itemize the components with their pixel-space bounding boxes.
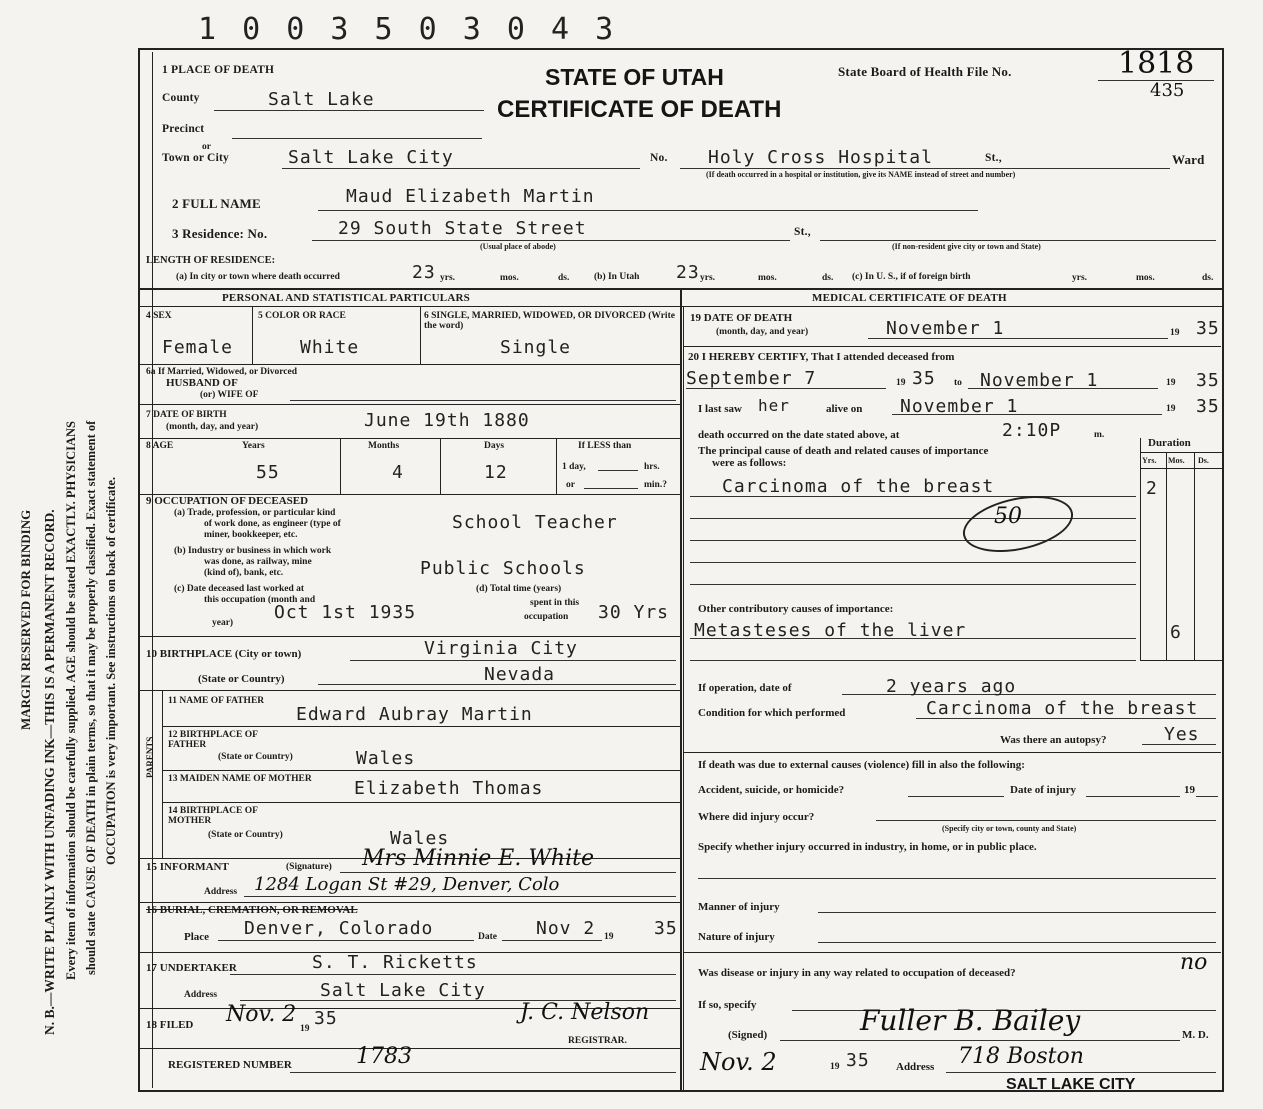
mother-birthplace-value: Wales: [390, 828, 450, 849]
to-label: to: [954, 378, 962, 388]
mother-birthplace-label: 14 BIRTHPLACE OF MOTHER: [168, 806, 258, 826]
length-city-years: 23: [412, 262, 436, 283]
filed-label: 18 FILED: [146, 1019, 194, 1031]
occupation-b-2: was done, as railway, mine: [204, 557, 312, 567]
last-saw-year-prefix: 19: [1166, 404, 1176, 414]
marital-label: 6 SINGLE, MARRIED, WIDOWED, OR DIVORCED (Write the word): [424, 311, 675, 331]
physician-address: 718 Boston: [958, 1044, 1084, 1069]
residence-street-label: St.,: [794, 226, 811, 238]
hrs-label: hrs.: [644, 462, 660, 472]
margin-instructions-3: OCCUPATION is very important. See instructions on back of certificate.: [104, 476, 118, 865]
yrs-label-3: yrs.: [1072, 273, 1088, 283]
county-value: Salt Lake: [268, 89, 375, 110]
other-duration-months: 6: [1170, 622, 1182, 643]
attended-to: November 1: [980, 370, 1099, 391]
length-us-label: (c) In U. S., if of foreign birth: [852, 272, 971, 282]
occupation-d-2: spent in this: [530, 598, 580, 608]
informant-address-label: Address: [204, 887, 238, 897]
mother-label: 13 MAIDEN NAME OF MOTHER: [168, 774, 312, 784]
length-utah-label: (b) In Utah: [594, 272, 640, 282]
duration-ds-col: Ds.: [1198, 456, 1209, 465]
mother-value: Elizabeth Thomas: [354, 778, 544, 799]
dob-label: 7 DATE OF BIRTH: [146, 410, 227, 420]
date-injury-year: 19: [1184, 784, 1195, 796]
ds-label-2: ds.: [822, 273, 834, 283]
or-label: or: [202, 142, 211, 152]
accident-label: Accident, suicide, or homicide?: [698, 784, 845, 796]
attended-to-year-prefix: 19: [1166, 378, 1176, 388]
last-saw-date: November 1: [900, 396, 1019, 417]
where-injury-note: (Specify city or town, county and State): [942, 824, 1077, 833]
date-injury-label: Date of injury: [1010, 784, 1076, 796]
alive-on-label: alive on: [826, 403, 863, 415]
last-worked-value: Oct 1st 1935: [274, 602, 417, 623]
father-label: 11 NAME OF FATHER: [168, 696, 265, 706]
date-of-death-sublabel: (month, day, and year): [716, 327, 809, 337]
operation-value: 2 years ago: [886, 676, 1017, 697]
less-1day-label: 1 day,: [562, 462, 586, 472]
industry-value: Public Schools: [420, 558, 586, 579]
residence-label: 3 Residence: No.: [172, 226, 268, 241]
dod-year-prefix: 19: [1170, 328, 1180, 338]
length-utah-years: 23: [676, 262, 700, 283]
informant-address: 1284 Logan St #29, Denver, Colo: [254, 874, 560, 895]
informant-label: 15 INFORMANT: [146, 861, 229, 873]
margin-instructions-1: Every item of information should be carefully supplied. AGE should be stated EXACTLY. PHYSICIANS: [64, 421, 78, 980]
mos-label-1: mos.: [500, 273, 519, 283]
length-city-label: (a) In city or town where death occurred: [176, 272, 340, 282]
spouse-label-2: HUSBAND OF: [166, 377, 238, 389]
nonresident-note: (If non-resident give city or town and State): [892, 242, 1041, 251]
condition-value: Carcinoma of the breast: [926, 698, 1199, 719]
cause-value: Carcinoma of the breast: [722, 476, 995, 497]
undertaker-value: S. T. Ricketts: [312, 952, 478, 973]
physician-address-label: Address: [896, 1061, 935, 1073]
personal-section-title: PERSONAL AND STATISTICAL PARTICULARS: [222, 292, 470, 304]
yrs-label-2: yrs.: [700, 273, 716, 283]
column-divider: [680, 288, 682, 1092]
filed-year: 35: [314, 1008, 338, 1029]
other-causes-value: Metasteses of the liver: [694, 620, 967, 641]
precinct-label: Precinct: [162, 123, 205, 135]
occupation-d-3: occupation: [524, 612, 569, 622]
min-label: min.?: [644, 480, 667, 490]
county-label: County: [162, 92, 200, 104]
signature-label: (Signature): [286, 862, 332, 872]
occupation-b-1: (b) Industry or business in which work: [174, 546, 332, 556]
parents-label: PARENTS: [145, 736, 155, 778]
color-value: White: [300, 337, 360, 358]
residence-note: (Usual place of abode): [480, 242, 556, 251]
age-years: 55: [256, 462, 280, 483]
margin-binding-text: MARGIN RESERVED FOR BINDING: [18, 509, 33, 730]
m-label: m.: [1094, 430, 1105, 440]
operation-label: If operation, date of: [698, 682, 792, 694]
filed-value: Nov. 2: [226, 1002, 297, 1027]
attended-from: September 7: [686, 368, 817, 389]
signed-date: Nov. 2: [700, 1048, 777, 1076]
undertaker-address: Salt Lake City: [320, 980, 486, 1001]
autopsy-value: Yes: [1164, 724, 1200, 745]
yrs-label-1: yrs.: [440, 273, 456, 283]
hospital-note: (If death occurred in a hospital or institution, give its NAME instead of street and number): [706, 170, 1016, 179]
signed-label: (Signed): [728, 1029, 768, 1041]
months-label: Months: [368, 441, 400, 451]
ward-label: Ward: [1172, 152, 1205, 167]
age-months: 4: [392, 462, 404, 483]
signed-year-prefix: 19: [830, 1062, 840, 1072]
date-of-death-label: 19 DATE OF DEATH: [690, 312, 793, 324]
burial-place-value: Denver, Colorado: [244, 918, 434, 939]
specify-injury-label: Specify whether injury occurred in industry, in home, or in public place.: [698, 841, 1037, 853]
filed-year-prefix: 19: [300, 1024, 310, 1034]
condition-label: Condition for which performed: [698, 707, 846, 719]
town-value: Salt Lake City: [288, 147, 454, 168]
nature-injury-label: Nature of injury: [698, 931, 775, 943]
father-birthplace-value: Wales: [356, 748, 416, 769]
undertaker-address-label: Address: [184, 990, 218, 1000]
full-name-label: 2 FULL NAME: [172, 196, 261, 211]
attended-from-year-prefix: 19: [896, 378, 906, 388]
birthplace-state: Nevada: [484, 664, 556, 685]
time-of-death: 2:10P: [1002, 420, 1062, 441]
attended-to-year: 35: [1196, 370, 1220, 391]
residence-value: 29 South State Street: [338, 218, 587, 239]
if-so-label: If so, specify: [698, 999, 757, 1011]
age-label: 8 AGE: [146, 441, 174, 451]
date-of-death-value: November 1: [886, 318, 1005, 339]
dob-value: June 19th 1880: [364, 410, 530, 431]
burial-date-label: Date: [478, 932, 497, 942]
serial-number: 1 0 0 3 5 0 3 0 4 3: [198, 12, 618, 47]
where-injury-label: Where did injury occur?: [698, 811, 815, 823]
physician-signature: Fuller B. Bailey: [860, 1004, 1081, 1037]
less-than-label: If LESS than: [578, 441, 632, 451]
other-causes-label: Other contributory causes of importance:: [698, 603, 894, 615]
color-label: 5 COLOR OR RACE: [258, 311, 346, 321]
sex-label: 4 SEX: [146, 311, 172, 321]
duration-yrs-col: Yrs.: [1142, 456, 1157, 465]
death-occurred-label: death occurred on the date stated above, at: [698, 429, 900, 441]
registered-number-label: REGISTERED NUMBER: [168, 1059, 292, 1071]
days-label: Days: [484, 441, 505, 451]
father-value: Edward Aubray Martin: [296, 704, 533, 725]
occupation-c-1: (c) Date deceased last worked at: [174, 584, 305, 594]
sex-value: Female: [162, 337, 234, 358]
manner-injury-label: Manner of injury: [698, 901, 780, 913]
margin-permanent-record: N. B.—WRITE PLAINLY WITH UNFADING INK—THIS IS A PERMANENT RECORD.: [42, 509, 57, 1035]
hospital-value: Holy Cross Hospital: [708, 147, 933, 168]
occupation-related-answer: no: [1180, 950, 1208, 975]
spouse-label-1: 6a If Married, Widowed, or Divorced: [146, 367, 298, 377]
registrar-signature: J. C. Nelson: [520, 1000, 650, 1025]
code-mark: 50: [994, 504, 1022, 529]
date-of-death-year: 35: [1196, 318, 1220, 339]
spouse-label-3: (or) WIFE OF: [200, 390, 259, 400]
medical-section-title: MEDICAL CERTIFICATE OF DEATH: [812, 292, 1007, 304]
father-state-country-label: (State or Country): [218, 752, 293, 762]
inner-left-rule: [152, 52, 153, 1088]
birthplace-label: 10 BIRTHPLACE (City or town): [146, 648, 302, 660]
cause-duration-years: 2: [1146, 478, 1158, 499]
ds-label-1: ds.: [558, 273, 570, 283]
age-days: 12: [484, 462, 508, 483]
last-saw-label: I last saw: [698, 403, 743, 415]
autopsy-label: Was there an autopsy?: [1000, 734, 1107, 746]
occupation-a-2: of work done, as engineer (type of: [204, 519, 341, 529]
burial-place-label: Place: [184, 931, 210, 943]
burial-label: 16 BURIAL, CREMATION, OR REMOVAL: [146, 904, 358, 916]
occupation-a-1: (a) Trade, profession, or particular kind: [174, 508, 336, 518]
dob-sublabel: (month, day, and year): [166, 422, 259, 432]
occupation-d-1: (d) Total time (years): [476, 584, 562, 594]
occupation-label: 9 OCCUPATION OF DECEASED: [146, 495, 309, 507]
state-title: STATE OF UTAH: [545, 64, 724, 90]
duration-label: Duration: [1148, 437, 1191, 449]
registered-number: 1783: [356, 1044, 412, 1069]
street-number-label: No.: [650, 152, 668, 164]
last-saw-pronoun: her: [758, 396, 790, 415]
occupation-a-3: miner, bookkeeper, etc.: [204, 530, 298, 540]
marital-value: Single: [500, 337, 572, 358]
length-of-residence-label: LENGTH OF RESIDENCE:: [146, 255, 276, 266]
cause-label-1: The principal cause of death and related causes of importance: [698, 445, 989, 457]
registrar-label: REGISTRAR.: [568, 1036, 627, 1046]
burial-year: 35: [654, 918, 678, 939]
occupation-value: School Teacher: [452, 512, 618, 533]
town-label: Town or City: [162, 152, 229, 164]
city-stamp: SALT LAKE CITY: [1006, 1076, 1136, 1093]
street-label: St.,: [985, 152, 1002, 164]
occupation-related-label: Was disease or injury in any way related to occupation of deceased?: [698, 967, 1016, 979]
mother-state-country-label: (State or Country): [208, 830, 283, 840]
mos-label-2: mos.: [758, 273, 777, 283]
cause-label-2: were as follows:: [712, 457, 787, 469]
occupation-c-3: year): [212, 618, 234, 628]
occupation-b-3: (kind of), bank, etc.: [204, 568, 284, 578]
place-of-death-label: 1 PLACE OF DEATH: [162, 64, 275, 76]
certify-label: 20 I HEREBY CERTIFY, That I attended deceased from: [688, 351, 955, 363]
last-saw-year: 35: [1196, 396, 1220, 417]
ds-label-3: ds.: [1202, 273, 1214, 283]
margin-instructions-2: should state CAUSE OF DEATH in plain terms, so that it may be properly classified. Exact statement of: [84, 420, 98, 975]
mos-label-3: mos.: [1136, 273, 1155, 283]
certificate-title: CERTIFICATE OF DEATH: [497, 96, 782, 123]
md-label: M. D.: [1182, 1029, 1209, 1041]
burial-year-prefix: 19: [604, 932, 614, 942]
file-number-label: State Board of Health File No.: [838, 64, 1012, 79]
informant-signature: Mrs Minnie E. White: [362, 846, 594, 871]
birthplace-state-label: (State or Country): [198, 673, 285, 685]
attended-from-year: 35: [912, 368, 936, 389]
undertaker-label: 17 UNDERTAKER: [146, 962, 237, 974]
birthplace-city: Virginia City: [424, 638, 578, 659]
occupation-c-2: this occupation (month and: [204, 595, 316, 605]
external-causes-label: If death was due to external causes (violence) fill in also the following:: [698, 759, 1025, 771]
total-time-value: 30 Yrs: [598, 602, 670, 623]
duration-mos-col: Mos.: [1168, 456, 1185, 465]
burial-date-value: Nov 2: [536, 918, 596, 939]
signed-year: 35: [846, 1050, 870, 1071]
years-label: Years: [242, 441, 265, 451]
or-min-label: or: [566, 480, 575, 490]
father-birthplace-label: 12 BIRTHPLACE OF FATHER: [168, 730, 258, 750]
file-number-sub: 435: [1150, 80, 1185, 101]
file-number: 1818: [1118, 46, 1195, 81]
full-name-value: Maud Elizabeth Martin: [346, 186, 595, 207]
